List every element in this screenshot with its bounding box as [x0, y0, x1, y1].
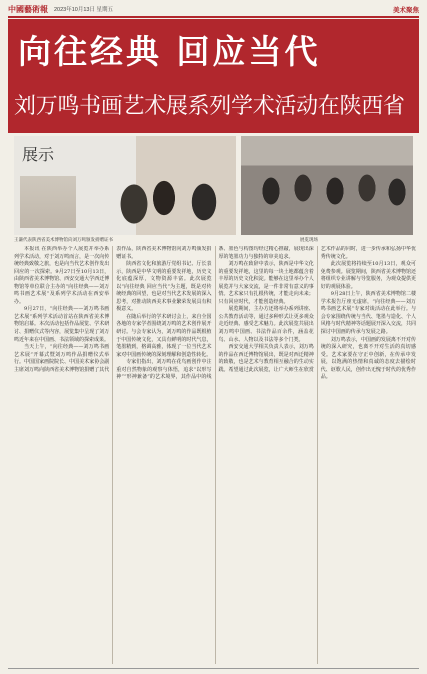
article-paragraph: 此次展览将持续至10月13日，观众可免费参观。展览期间，陕西省美术博物馆还将组织专业讲解与导览服务，为观众提供更好的观展体验。 — [320, 261, 416, 290]
article-paragraph: 在随后举行的学术研讨会上，来自全国各地的专家学者围绕刘万鸣的艺术创作展开研讨。与会专家认为，刘万鸣的作品既根植于中国传统文化，又具有鲜明的时代气息，笔墨精到，格调高雅，体现了一位当代艺术家对中国画传统的深刻理解和创造性转化。 — [116, 313, 212, 358]
article-paragraph: 当天上午，“向往经典——刘万鸣书画艺术展”开幕式暨刘万鸣作品捐赠仪式举行。中国国家画院院长、中国美术家协会副主席刘万鸣向陕西省美术博物馆捐赠了其代表作品，陕西省美术博物馆向刘万鸣颁发捐赠证书。 — [14, 246, 212, 373]
article-paragraph: 刘万鸣在致辞中表示，陕西是中华文化的重要发祥地，这里的每一块土地都蕴含着丰厚的历史文化积淀。能够在这里举办个人展览并与大家交流，是一件非常有意义的事情。艺术家只有扎根传统，才能走向未来；只有回应时代，才能创造经典。 — [218, 261, 314, 305]
article-paragraph: 本报讯 在陕西举办个人展览并举办系列学术活动，对于刘万鸣而言，是一次向传统经典致敬之旅，也是向当代艺术创作发出回应的一次探索。9月27日至10月13日，由陕西省美术博物馆、西安交通大学西迁博物馆等单位联合主办的“向往经典——刘万鸣书画艺术展”及系列学术活动在西安举办。 — [14, 246, 110, 305]
subheadline: 刘万鸣书画艺术展系列学术活动在陕西省 — [14, 94, 405, 119]
article-paragraph: 专家们指出，刘万鸣在花鸟画创作中注重对自然物象的观察与体悟，追求“以形写神”“形神兼备”的艺术境界，其作品中的线条、墨色与构图均经过精心推敲，展现出深厚的笔墨功力与独特的审美追求。 — [116, 246, 314, 381]
article-paragraph: 西安交通大学相关负责人表示，刘万鸣的作品在西迁博物馆展出，既是对西迁精神的致敬，也是艺术与教育相互融合的生动实践。希望通过此次展览，让广大师生在欣赏艺术作品的同时，进一步传承和弘扬中华优秀传统文化。 — [218, 246, 416, 373]
article-paragraph: 陕西省文化和旅游厅党组书记、厅长表示，陕西是中华文明的重要发祥地，历史文化底蕴深厚，文物资源丰富。此次展览以“向往经典 回应当代”为主题，既是对传统经典的回望，也是对当代艺术发展的深入思考，对推动陕西美术事业繁荣发展具有积极意义。 — [116, 261, 212, 313]
displayed-artwork — [20, 176, 76, 228]
photo-exhibition-scene — [241, 136, 413, 235]
article-paragraph: 刘万鸣表示，中国画的发展离不开对传统的深入研究，也离不开对生活的真切感受。艺术家要在守正中创新，在传承中发展，以饱满的热情和真诚的态度去描绘时代、讴歌人民，创作出无愧于时代的优秀作品。 — [320, 336, 416, 381]
photo-donation-ceremony — [14, 136, 236, 235]
article-paragraph: 9月28日上午，陕西省美术博物馆二楼学术报告厅座无虚席，“向往经典——刘万鸣书画艺术展”专家对谈活动在此举行。与会专家围绕传统与当代、笔墨与造化、个人风格与时代精神等话题展开深入交流，共同探讨中国画的传承与发展之路。 — [320, 291, 416, 336]
bottom-rule — [8, 668, 419, 669]
photo-caption-left: 王谦代表陕西省美术博物馆向刘万鸣颁发捐赠证书 — [14, 238, 113, 243]
article-paragraph: 9月27日，“向往经典——刘万鸣书画艺术展”系列学术活动首站在陕西省美术博物馆启幕。本次活动包括作品展览、学术研讨、捐赠仪式等内容，展览集中呈现了刘万鸣近年来在中国画、书法领域的探索成果。 — [14, 306, 110, 343]
article-paragraph: 展览期间，主办方还将举办系列讲座、公共教育活动等，通过多种形式让更多观众走近经典、感受艺术魅力。此次展览共展出刘万鸣中国画、书法作品百余件，涵盖花鸟、山水、人物以及书法等多个门类。 — [218, 306, 314, 343]
photo-caption-right: 展览现场 — [300, 238, 318, 243]
top-rule — [8, 16, 419, 18]
headline-banner — [8, 19, 419, 133]
section-tag: 美术聚焦 — [393, 6, 419, 14]
masthead — [8, 2, 419, 16]
article-body — [14, 246, 416, 664]
exhibition-sign: 展示 — [22, 147, 55, 164]
newspaper-logo: 中國藝術報 — [8, 3, 48, 14]
dateline: 2023年10月13日 星期五 — [54, 7, 113, 13]
headline: 向往经典 回应当代 — [18, 32, 321, 71]
